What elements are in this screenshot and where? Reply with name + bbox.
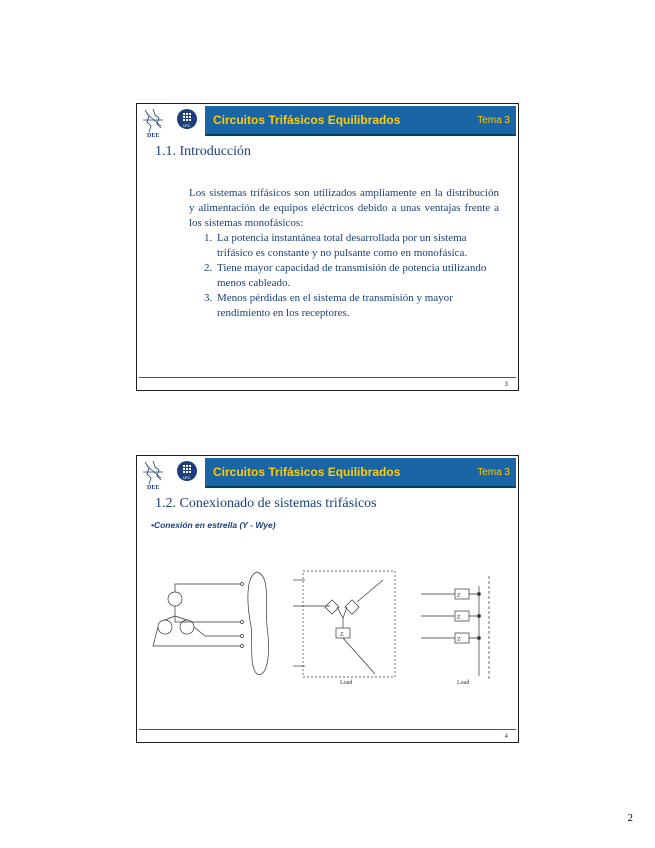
header-tema: Tema 3: [477, 115, 510, 126]
list-item: 1. La potencia instantánea total desarrollada por un sistema trifásico es constante y no pulsante como en monofásica.: [215, 231, 499, 261]
load-box-wye: [303, 571, 395, 677]
load-label: Load: [340, 680, 353, 686]
impedance-icon: [345, 600, 359, 614]
list-item: 2. Tiene mayor capacidad de transmisión de potencia utilizando menos cableado.: [215, 261, 499, 291]
slide-conexionado: [136, 455, 519, 743]
wye-connection-diagrams: [145, 566, 515, 686]
logo-area: [139, 458, 205, 491]
slide-introduccion: [136, 103, 519, 391]
logo-area: [139, 106, 205, 139]
slide-heading: 1.2. Conexionado de sistemas trifásicos: [155, 496, 377, 511]
slide-body: [189, 186, 499, 321]
impedance-label: Z: [457, 593, 461, 599]
slide-number: 4: [504, 734, 508, 740]
footer-line: [139, 377, 516, 378]
header-title: Circuitos Trifásicos Equilibrados: [213, 465, 401, 479]
load-label: Load: [457, 680, 470, 686]
advantages-list: [189, 231, 499, 321]
dee-logo-icon: [139, 106, 205, 139]
intro-paragraph: Los sistemas trifásicos son utilizados ampliamente en la distribución y alimentación de equipos eléctricos debido a unas ventajas frente a los sistemas monofásicos:: [189, 187, 499, 229]
source-b-icon: [158, 620, 172, 634]
impedance-label: Z: [457, 637, 461, 643]
dee-logo-icon: [139, 458, 205, 491]
impedance-label: Z: [340, 632, 344, 638]
slide-number: 3: [504, 382, 508, 388]
header-title: Circuitos Trifásicos Equilibrados: [213, 113, 401, 127]
list-item: 3. Menos pérdidas en el sistema de transmisión y mayor rendimiento en los receptores.: [215, 291, 499, 321]
upc-logo-text: UPC: [183, 124, 191, 128]
page-number: 2: [627, 812, 633, 824]
footer-line: [139, 729, 516, 730]
impedance-icon: [325, 600, 339, 614]
upc-logo-text: UPC: [183, 476, 191, 480]
header-bar: [205, 458, 516, 488]
header-tema: Tema 3: [477, 467, 510, 478]
wye-circuit-diagram: [145, 566, 515, 686]
slide-heading: 1.1. Introducción: [155, 144, 252, 159]
dee-logo-text: DEE: [147, 133, 160, 139]
impedance-label: Z: [457, 615, 461, 621]
load-bubble: [248, 572, 269, 674]
source-a-icon: [168, 592, 182, 606]
dee-logo-text: DEE: [147, 485, 160, 491]
slide-subheading: •Conexión en estrella (Y - Wye): [151, 520, 276, 530]
header-bar: [205, 106, 516, 136]
